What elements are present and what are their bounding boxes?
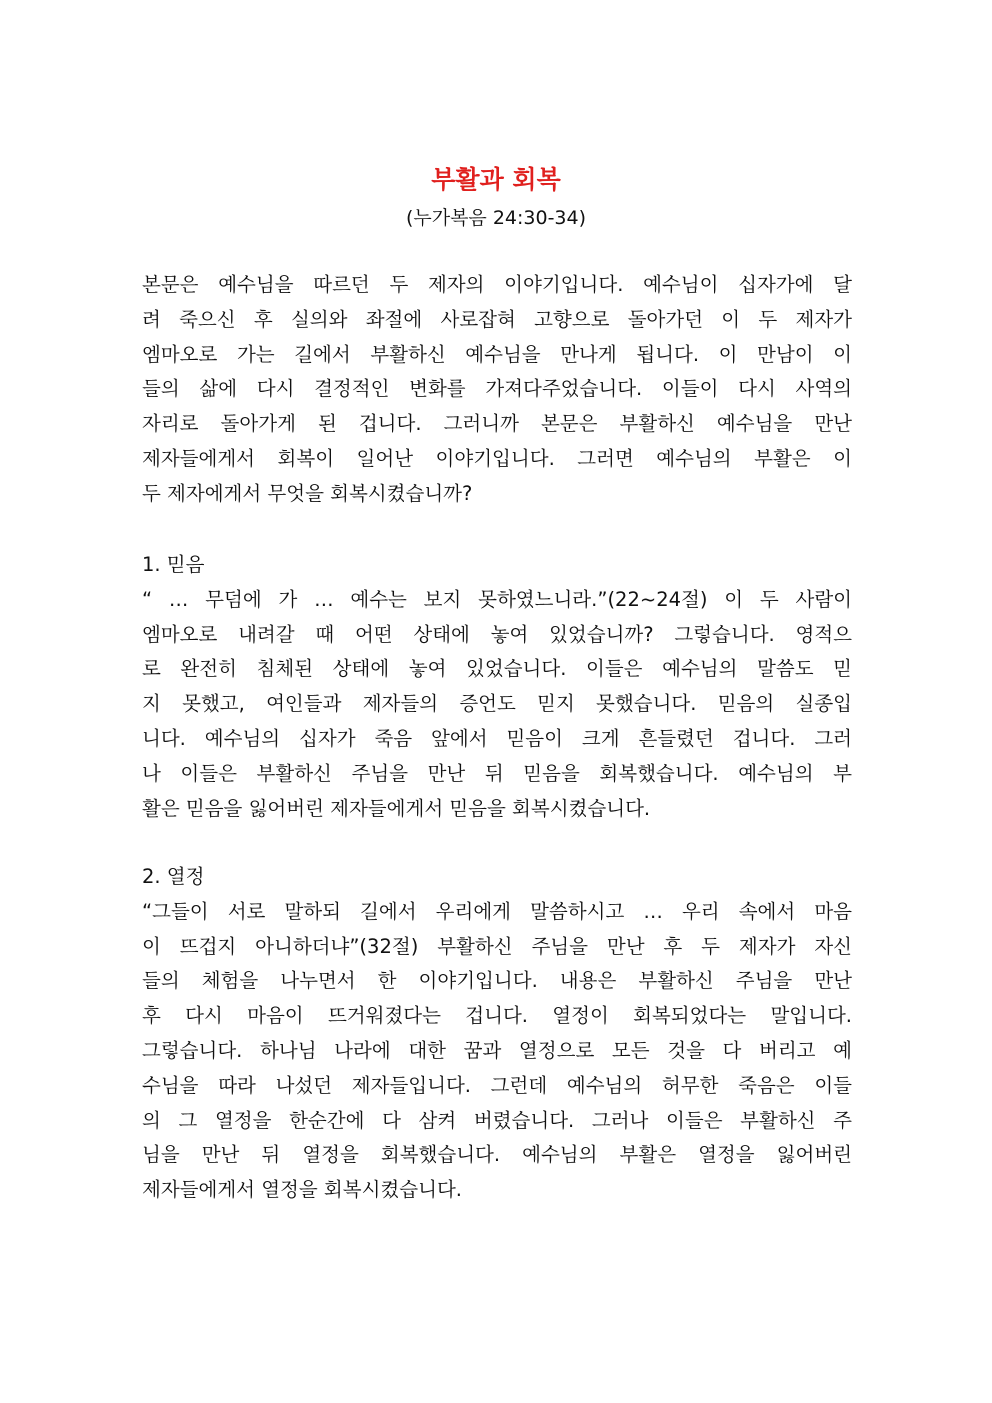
paragraph-line: 두 제자에게서 무엇을 회복시켰습니까? xyxy=(142,481,473,505)
paragraph-line: “ … 무덤에 가 … 예수는 보지 못하였느니라.”(22~24절) 이 두 사람이 xyxy=(142,587,852,611)
paragraph-line: 수님을 따라 나섰던 제자들입니다. 그런데 예수님의 허무한 죽음은 이들 xyxy=(142,1073,852,1097)
paragraph-line: 들의 체험을 나누면서 한 이야기입니다. 내용은 부활하신 주님을 만난 xyxy=(142,969,852,993)
section-passion xyxy=(142,860,852,1208)
paragraph-line: 자리로 돌아가게 된 겁니다. 그러니까 본문은 부활하신 예수님을 만난 xyxy=(142,412,852,436)
paragraph-line: 님을 만난 뒤 열정을 회복했습니다. 예수님의 부활은 열정을 잃어버린 xyxy=(142,1143,852,1167)
paragraph-line: 나 이들은 부활하신 주님을 만난 뒤 믿음을 회복했습니다. 예수님의 부 xyxy=(142,761,852,785)
scripture-reference: (누가복음 24:30-34) xyxy=(405,207,587,229)
paragraph-line: 후 다시 마음이 뜨거워졌다는 겁니다. 열정이 회복되었다는 말입니다. xyxy=(142,1004,852,1028)
paragraph-line: 그렇습니다. 하나님 나라에 대한 꿈과 열정으로 모든 것을 다 버리고 예 xyxy=(142,1038,852,1062)
section-heading: 1. 믿음 xyxy=(142,553,205,576)
paragraph-line: “그들이 서로 말하되 길에서 우리에게 말씀하시고 … 우리 속에서 마음 xyxy=(142,899,852,923)
paragraph-line: 이 뜨겁지 아니하더냐”(32절) 부활하신 주님을 만난 후 두 제자가 자신 xyxy=(142,934,852,958)
paragraph-line: 제자들에게서 회복이 일어난 이야기입니다. 그러면 예수님의 부활은 이 xyxy=(142,446,852,470)
paragraph-line: 제자들에게서 열정을 회복시켰습니다. xyxy=(142,1178,462,1202)
paragraph-line: 활은 믿음을 잃어버린 제자들에게서 믿음을 회복시켰습니다. xyxy=(142,796,651,820)
paragraph-line: 지 못했고, 여인들과 제자들의 증언도 믿지 못했습니다. 믿음의 실종입 xyxy=(142,692,852,716)
paragraph-line: 로 완전히 침체된 상태에 놓여 있었습니다. 이들은 예수님의 말씀도 믿 xyxy=(142,657,852,681)
section-heading: 2. 열정 xyxy=(142,865,205,888)
paragraph-line: 려 죽으신 후 실의와 좌절에 사로잡혀 고향으로 돌아가던 이 두 제자가 xyxy=(142,307,852,331)
intro-paragraph xyxy=(142,268,852,512)
paragraph-line: 들의 삶에 다시 결정적인 변화를 가져다주었습니다. 이들이 다시 사역의 xyxy=(142,377,852,401)
paragraph-line: 엠마오로 내려갈 때 어떤 상태에 놓여 있었습니까? 그렇습니다. 영적으 xyxy=(142,622,852,646)
paragraph-line: 니다. 예수님의 십자가 죽음 앞에서 믿음이 크게 흔들렸던 겁니다. 그러 xyxy=(142,726,852,750)
document-title: 부활과 회복 xyxy=(431,165,561,194)
section-faith xyxy=(142,548,852,826)
paragraph-line: 본문은 예수님을 따르던 두 제자의 이야기입니다. 예수님이 십자가에 달 xyxy=(142,273,852,296)
paragraph-line: 엠마오로 가는 길에서 부활하신 예수님을 만나게 됩니다. 이 만남이 이 xyxy=(142,342,852,366)
paragraph-line: 의 그 열정을 한순간에 다 삼켜 버렸습니다. 그러나 이들은 부활하신 주 xyxy=(142,1108,852,1132)
